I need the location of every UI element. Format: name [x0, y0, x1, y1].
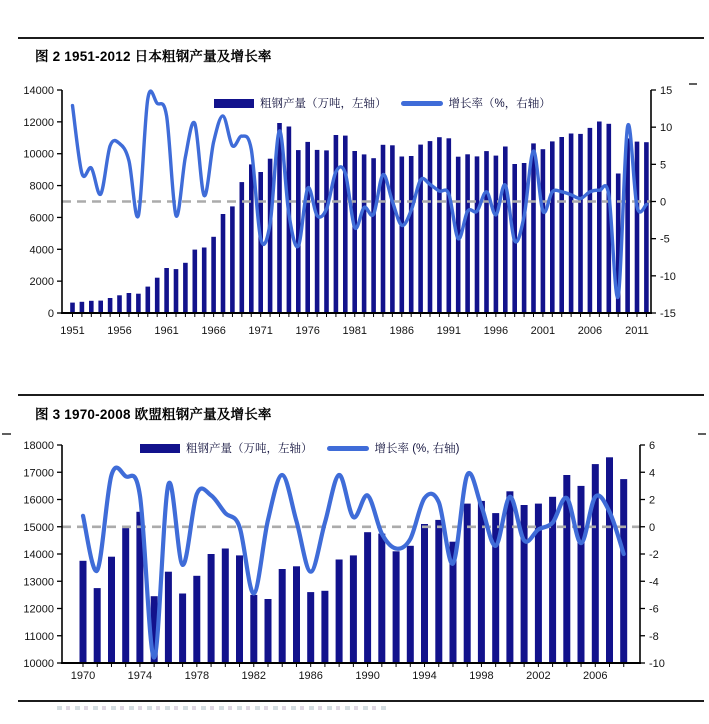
line-series-label: 增长率 (%, 右轴) — [374, 443, 460, 455]
production-bar — [164, 268, 169, 313]
production-bar — [293, 566, 300, 663]
middle-divider — [18, 394, 704, 396]
x-axis-tick-label: 1986 — [298, 670, 323, 682]
production-bar — [307, 592, 314, 663]
right-axis-tick-label: -2 — [649, 549, 659, 561]
left-axis-tick-label: 8000 — [29, 180, 54, 193]
production-bar — [437, 137, 442, 313]
production-bar — [265, 599, 272, 663]
bar-series-swatch — [140, 444, 180, 453]
stray-dash-mark — [2, 433, 11, 435]
right-axis-tick-label: 6 — [649, 440, 656, 452]
production-bar — [393, 551, 400, 663]
production-bar — [155, 278, 160, 313]
left-axis-tick-label: 13000 — [23, 576, 54, 589]
right-axis-tick-label: 2 — [649, 494, 656, 507]
left-axis-tick-label: 16000 — [23, 494, 54, 507]
production-bar — [146, 287, 151, 313]
production-bar — [350, 555, 357, 663]
line-series-swatch — [327, 446, 369, 451]
bar-series-label: 粗钢产量（万吨，左轴） — [186, 443, 313, 455]
production-bar — [421, 524, 428, 663]
x-axis-tick-label: 2006 — [577, 325, 603, 337]
production-bar — [620, 479, 627, 663]
right-axis-tick-label: -5 — [660, 233, 670, 246]
production-bar — [578, 134, 583, 313]
production-bar — [315, 150, 320, 313]
left-axis-tick-label: 18000 — [23, 440, 54, 452]
x-axis-tick-label: 1994 — [412, 670, 437, 682]
production-bar — [418, 145, 423, 313]
production-bar — [390, 145, 395, 313]
production-bar — [230, 206, 235, 313]
production-bar — [236, 555, 243, 663]
production-bar — [506, 491, 513, 663]
production-bar — [352, 151, 357, 313]
production-bar — [475, 156, 480, 313]
production-bar — [465, 154, 470, 313]
production-bar — [108, 557, 115, 663]
left-axis-tick-label: 12000 — [23, 116, 54, 129]
production-bar — [211, 237, 216, 313]
production-bar — [550, 141, 555, 313]
production-bar — [249, 164, 254, 313]
production-bar — [193, 250, 198, 313]
left-axis-tick-label: 14000 — [23, 549, 54, 561]
production-bar — [279, 569, 286, 663]
x-axis-tick-label: 2011 — [625, 325, 649, 337]
left-axis-tick-label: 10000 — [23, 658, 54, 670]
production-bar — [222, 549, 229, 664]
production-bar — [343, 136, 348, 313]
production-bar — [336, 560, 343, 664]
production-bar — [324, 150, 329, 313]
left-axis-tick-label: 14000 — [23, 85, 54, 97]
production-bar — [522, 163, 527, 313]
production-bar — [221, 214, 226, 313]
left-axis-tick-label: 2000 — [29, 276, 54, 289]
bar-series-swatch — [214, 99, 254, 108]
production-bar — [305, 142, 310, 313]
production-bar — [250, 595, 257, 663]
right-axis-tick-label: 0 — [660, 196, 667, 209]
left-axis-tick-label: 6000 — [29, 212, 54, 225]
production-bar — [400, 157, 405, 314]
x-axis-tick-label: 1981 — [342, 325, 367, 337]
stray-dash-mark — [689, 83, 697, 85]
production-bar — [588, 128, 593, 313]
right-axis-tick-label: -6 — [649, 603, 659, 616]
left-axis-tick-label: 4000 — [29, 244, 54, 257]
eu-production-growth-chart — [0, 434, 709, 692]
x-axis-tick-label: 1951 — [60, 325, 85, 337]
production-bar — [381, 145, 386, 313]
clipped-footnote-text — [57, 706, 387, 710]
right-axis-tick-label: 15 — [660, 85, 673, 97]
left-axis-tick-label: 15000 — [23, 521, 54, 534]
production-bar — [122, 528, 129, 663]
production-bar — [89, 301, 94, 313]
x-axis-tick-label: 1996 — [483, 325, 509, 337]
production-bar — [127, 293, 132, 313]
x-axis-tick-label: 1971 — [248, 325, 273, 337]
production-bar — [494, 156, 499, 313]
x-axis-tick-label: 1990 — [355, 670, 380, 682]
left-axis-tick-label: 11000 — [24, 630, 54, 643]
production-bar — [174, 269, 179, 313]
production-bar — [321, 591, 328, 663]
production-bar — [334, 135, 339, 313]
stray-dash-mark — [698, 433, 706, 435]
eu-chart-title: 图 3 1970-2008 欧盟粗钢产量及增长率 — [35, 407, 272, 422]
production-bar — [447, 138, 452, 313]
production-bar — [578, 486, 585, 663]
x-axis-tick-label: 1986 — [389, 325, 415, 337]
production-bar — [70, 303, 75, 313]
production-bar — [569, 134, 574, 314]
bar-series-label: 粗钢产量（万吨，左轴） — [260, 98, 387, 110]
production-bar — [435, 520, 442, 663]
production-bar — [362, 154, 367, 313]
x-axis-tick-label: 1982 — [241, 670, 267, 682]
x-axis-tick-label: 2001 — [530, 325, 556, 337]
production-bar — [80, 561, 87, 663]
x-axis-tick-label: 1961 — [154, 325, 179, 337]
left-axis-tick-label: 12000 — [23, 603, 54, 616]
right-axis-tick-label: -15 — [660, 308, 676, 320]
production-bar — [80, 302, 85, 313]
right-axis-tick-label: 5 — [660, 159, 667, 172]
x-axis-tick-label: 1966 — [201, 325, 226, 337]
production-bar — [108, 298, 113, 313]
bottom-divider — [18, 700, 704, 702]
left-axis-tick-label: 0 — [47, 308, 54, 320]
right-axis-tick-label: -10 — [660, 270, 676, 283]
left-axis-tick-label: 10000 — [23, 148, 54, 161]
production-bar — [531, 143, 536, 313]
x-axis-tick-label: 1970 — [70, 670, 96, 682]
production-bar — [644, 142, 649, 313]
production-bar — [409, 156, 414, 313]
right-axis-tick-label: 0 — [649, 521, 656, 534]
production-bar — [117, 295, 122, 313]
production-bar — [478, 501, 485, 663]
production-bar — [165, 572, 172, 663]
production-bar — [635, 142, 640, 313]
production-bar — [606, 457, 613, 663]
x-axis-tick-label: 2002 — [526, 670, 551, 682]
x-axis-tick-label: 1991 — [436, 325, 462, 337]
production-bar — [202, 248, 207, 314]
production-bar — [179, 594, 186, 664]
production-bar — [371, 158, 376, 313]
right-axis-tick-label: -4 — [649, 576, 659, 589]
right-axis-tick-label: -10 — [649, 658, 665, 670]
x-axis-tick-label: 1978 — [184, 670, 210, 682]
production-bar — [484, 151, 489, 313]
line-series-label: 增长率（%，右轴） — [448, 98, 551, 110]
right-axis-tick-label: 4 — [649, 467, 656, 480]
left-axis-tick-label: 17000 — [23, 467, 54, 480]
japan-production-growth-chart — [0, 78, 709, 342]
x-axis-tick-label: 2006 — [583, 670, 608, 682]
top-divider — [18, 37, 704, 39]
production-bar — [428, 141, 433, 313]
production-bar — [94, 588, 101, 663]
production-bar — [559, 137, 564, 313]
production-bar — [136, 294, 141, 313]
japan-chart-legend — [214, 95, 551, 111]
right-axis-tick-label: -8 — [649, 630, 659, 643]
x-axis-tick-label: 1956 — [107, 325, 132, 337]
production-bar — [364, 532, 371, 663]
production-bar — [541, 149, 546, 313]
x-axis-tick-label: 1974 — [127, 670, 153, 682]
production-bar — [183, 263, 188, 313]
right-axis-tick-label: 10 — [660, 122, 673, 135]
production-bar — [503, 147, 508, 314]
production-bar — [98, 301, 103, 313]
x-axis-tick-label: 1976 — [295, 325, 320, 337]
japan-chart-title: 图 2 1951-2012 日本粗钢产量及增长率 — [35, 49, 272, 64]
eu-chart-legend — [140, 440, 459, 456]
production-bar — [208, 554, 215, 663]
production-bar — [407, 546, 414, 663]
x-axis-tick-label: 1998 — [469, 670, 494, 682]
production-bar — [193, 576, 200, 663]
line-series-swatch — [401, 101, 443, 106]
production-bar — [597, 122, 602, 314]
production-bar — [378, 534, 385, 663]
